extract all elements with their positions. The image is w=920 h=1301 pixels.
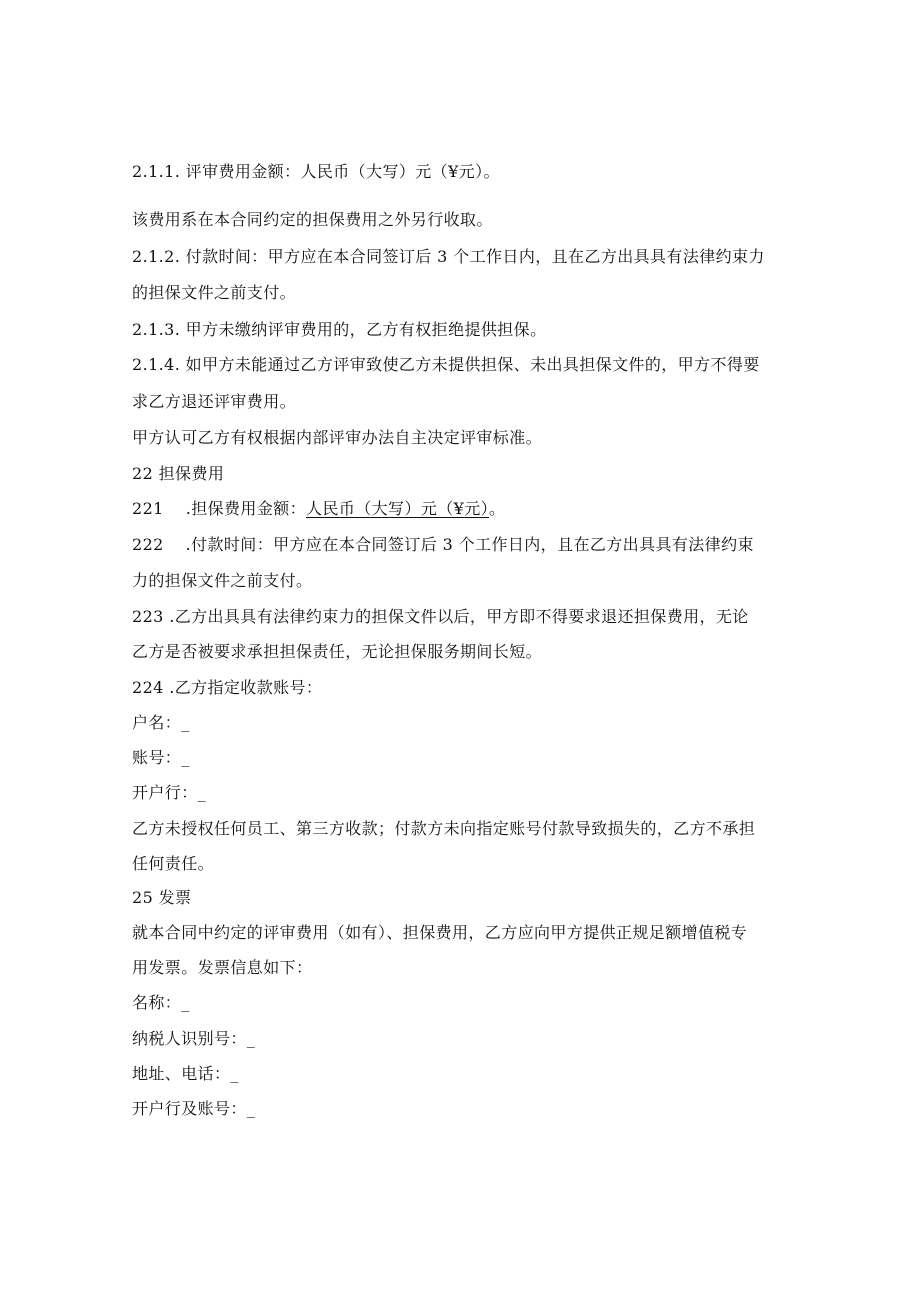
clause-label: .担保费用金额：	[185, 499, 307, 518]
account-number-field: 账号：_	[132, 748, 190, 767]
clause-2-1-1: 2.1.1. 评审费用金额：人民币（大写）元（¥元）。	[132, 162, 500, 181]
address-phone-field: 地址、电话：_	[132, 1064, 239, 1083]
clause-end: 。	[489, 499, 506, 518]
clause-number: 221	[132, 499, 164, 518]
clause-2-1-2: 2.1.2. 付款时间：甲方应在本合同签订后 3 个工作日内，且在乙方出具具有法律约束力	[132, 247, 765, 266]
payment-disclaimer-cont: 任何责任。	[132, 854, 215, 873]
clause-2-1-2-cont: 的担保文件之前支付。	[132, 283, 297, 302]
invoice-clause: 就本合同中约定的评审费用（如有）、担保费用，乙方应向甲方提供正规足额增值税专	[132, 923, 748, 942]
clause-2-2-1	[132, 499, 505, 519]
invoice-clause-cont: 用发票。发票信息如下：	[132, 958, 313, 977]
clause-2-1-4: 2.1.4. 如甲方未能通过乙方评审致使乙方未提供担保、未出具担保文件的，甲方不得要	[132, 355, 760, 374]
invoice-name-field: 名称：_	[132, 993, 190, 1012]
clause-2-1-3: 2.1.3. 甲方未缴纳评审费用的，乙方有权拒绝提供担保。	[132, 320, 547, 339]
payment-disclaimer: 乙方未授权任何员工、第三方收款；付款方未向指定账号付款导致损失的，乙方不承担	[132, 819, 756, 838]
account-name-field: 户名：_	[132, 713, 190, 732]
bank-account-field: 开户行及账号：_	[132, 1099, 256, 1118]
taxpayer-id-field: 纳税人识别号：_	[132, 1029, 256, 1048]
clause-2-2-2-cont: 力的担保文件之前支付。	[132, 571, 313, 590]
clause-2-2-3: 223 .乙方出具具有法律约束力的担保文件以后，甲方即不得要求退还担保费用，无论	[132, 607, 749, 626]
fee-note: 该费用系在本合同约定的担保费用之外另行收取。	[132, 210, 493, 229]
fee-amount-blank: 人民币（大写）元（¥元）	[306, 499, 490, 518]
bank-field: 开户行：_	[132, 783, 207, 802]
section-heading-invoice: 25 发票	[132, 888, 192, 907]
clause-2-2-3-cont: 乙方是否被要求承担担保责任，无论担保服务期间长短。	[132, 642, 543, 661]
clause-2-1-4-cont: 求乙方退还评审费用。	[132, 392, 297, 411]
section-heading-guarantee-fee: 22 担保费用	[132, 464, 225, 483]
clause-2-2-4: 224 .乙方指定收款账号：	[132, 678, 323, 697]
review-standard-note: 甲方认可乙方有权根据内部评审办法自主决定评审标准。	[132, 428, 543, 447]
clause-2-2-2: 222 .付款时间：甲方应在本合同签订后 3 个工作日内，且在乙方出具具有法律约束	[132, 535, 754, 554]
